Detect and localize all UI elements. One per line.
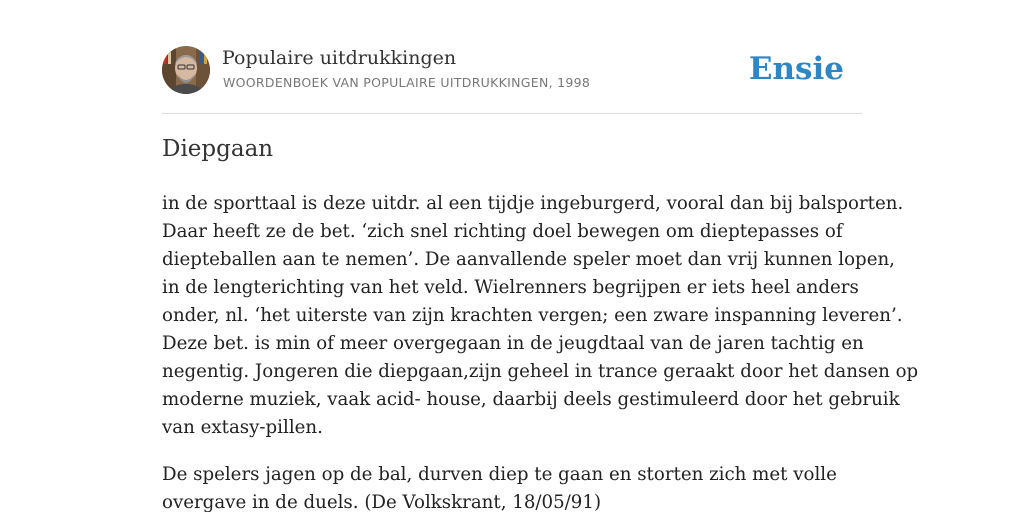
text-line: De spelers jagen op de bal, durven diep te gaan en storten zich met volle [162, 464, 837, 485]
text-line: diepteballen aan te nemen’. De aanvallende speler moet dan vrij kunnen lopen, [162, 249, 895, 270]
author-portrait-icon [162, 46, 210, 94]
source-title[interactable]: Populaire uitdrukkingen [222, 47, 457, 69]
author-avatar[interactable] [162, 46, 210, 94]
text-line: Daar heeft ze de bet. ‘zich snel richting doel bewegen om dieptepasses of [162, 221, 843, 242]
entry-body [162, 190, 919, 512]
text-line: Deze bet. is min of meer overgegaan in de jeugdtaal van de jaren tachtig en [162, 333, 864, 354]
entry-quote [162, 461, 862, 512]
header-divider [162, 113, 862, 114]
source-header [162, 46, 862, 96]
entry-paragraph [162, 190, 919, 442]
text-line: moderne muziek, vaak acid- house, daarbij deels gestimuleerd door het gebruik [162, 389, 900, 410]
source-subtitle: WOORDENBOEK VAN POPULAIRE UITDRUKKINGEN, 1998 [223, 75, 591, 90]
text-line: in de sporttaal is deze uitdr. al een tijdje ingeburgerd, vooral dan bij balsporten. [162, 193, 904, 214]
ensie-logo[interactable]: Ensie [748, 51, 844, 87]
text-line: negentig. Jongeren die diepgaan,zijn geheel in trance geraakt door het dansen op [162, 361, 919, 382]
text-line: in de lengterichting van het veld. Wielrenners begrijpen er iets heel anders [162, 277, 859, 298]
text-line: onder, nl. ‘het uiterste van zijn krachten vergen; een zware inspanning leveren’. [162, 305, 903, 326]
text-line: overgave in de duels. (De Volkskrant, 18/05/91) [162, 492, 602, 512]
text-line: van extasy-pillen. [162, 417, 323, 438]
entry-title: Diepgaan [162, 136, 274, 162]
